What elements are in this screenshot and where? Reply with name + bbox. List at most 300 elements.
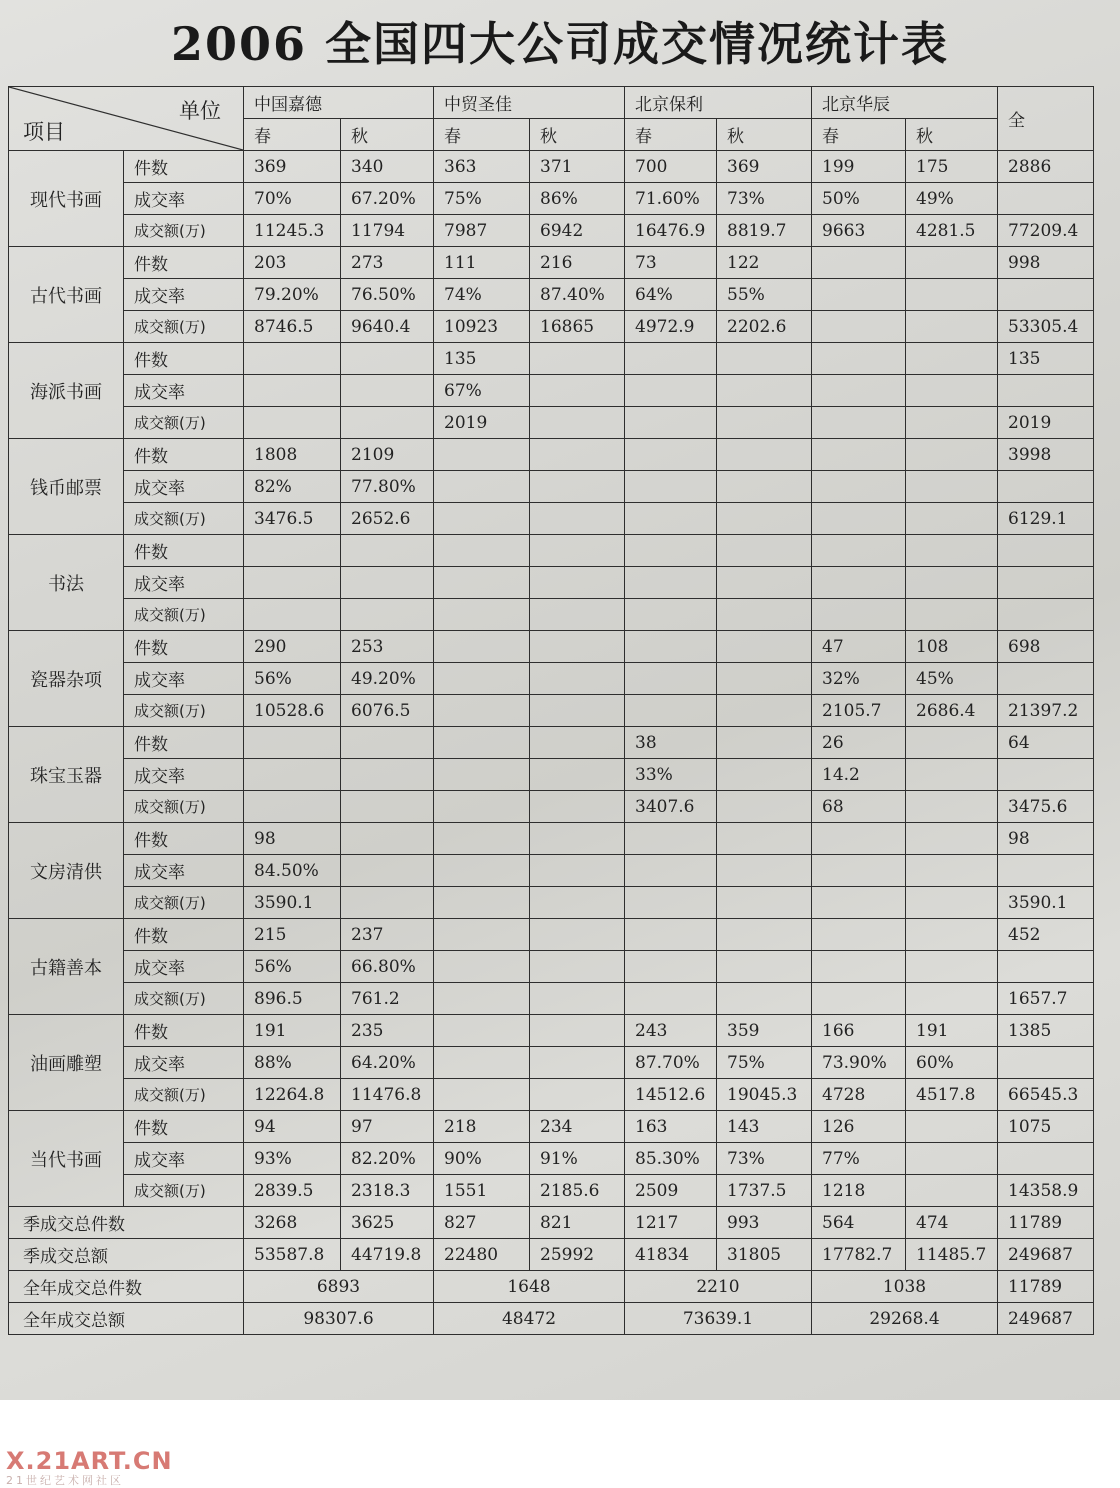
value-cell: 163 <box>625 1111 717 1143</box>
value-cell: 218 <box>434 1111 530 1143</box>
value-cell <box>812 471 906 503</box>
value-cell: 371 <box>530 151 625 183</box>
watermark <box>6 1448 206 1488</box>
year-total-label: 全年成交总件数 <box>9 1271 244 1303</box>
table-row <box>9 535 1094 567</box>
value-cell: 17782.7 <box>812 1239 906 1271</box>
value-cell: 82.20% <box>341 1143 434 1175</box>
metric-label: 成交率 <box>124 567 244 599</box>
value-cell <box>434 535 530 567</box>
table-row <box>9 343 1094 375</box>
value-cell: 49.20% <box>341 663 434 695</box>
value-cell: 75% <box>434 183 530 215</box>
category-label: 古籍善本 <box>9 919 124 1015</box>
value-cell <box>717 951 812 983</box>
company-year-total-cell: 48472 <box>434 1303 625 1335</box>
value-cell <box>434 631 530 663</box>
value-cell: 3625 <box>341 1207 434 1239</box>
value-cell <box>717 695 812 727</box>
table-row <box>9 151 1094 183</box>
value-cell <box>434 599 530 631</box>
value-cell <box>717 375 812 407</box>
value-cell <box>906 247 998 279</box>
value-cell <box>812 887 906 919</box>
total-cell: 66545.3 <box>998 1079 1094 1111</box>
value-cell: 85.30% <box>625 1143 717 1175</box>
value-cell <box>434 823 530 855</box>
total-cell: 11789 <box>998 1207 1094 1239</box>
metric-label: 件数 <box>124 727 244 759</box>
value-cell <box>244 759 341 791</box>
value-cell <box>434 1079 530 1111</box>
total-cell: 64 <box>998 727 1094 759</box>
metric-label: 成交额(万) <box>124 983 244 1015</box>
value-cell <box>906 1175 998 1207</box>
value-cell: 76.50% <box>341 279 434 311</box>
value-cell: 50% <box>812 183 906 215</box>
value-cell <box>906 567 998 599</box>
value-cell: 273 <box>341 247 434 279</box>
value-cell <box>625 503 717 535</box>
table-row <box>9 727 1094 759</box>
value-cell: 3590.1 <box>244 887 341 919</box>
value-cell: 821 <box>530 1207 625 1239</box>
total-cell: 249687 <box>998 1303 1094 1335</box>
metric-label: 成交额(万) <box>124 311 244 343</box>
value-cell: 203 <box>244 247 341 279</box>
total-cell: 698 <box>998 631 1094 663</box>
table-row <box>9 1111 1094 1143</box>
value-cell: 761.2 <box>341 983 434 1015</box>
metric-label: 成交率 <box>124 759 244 791</box>
value-cell: 253 <box>341 631 434 663</box>
value-cell <box>906 503 998 535</box>
total-cell <box>998 183 1094 215</box>
value-cell <box>812 535 906 567</box>
metric-label: 成交率 <box>124 471 244 503</box>
total-cell <box>998 855 1094 887</box>
value-cell <box>812 503 906 535</box>
value-cell <box>625 535 717 567</box>
company-year-total-cell: 2210 <box>625 1271 812 1303</box>
value-cell <box>812 439 906 471</box>
value-cell <box>906 407 998 439</box>
value-cell <box>625 631 717 663</box>
total-cell: 53305.4 <box>998 311 1094 343</box>
value-cell: 363 <box>434 151 530 183</box>
total-cell: 452 <box>998 919 1094 951</box>
metric-label: 件数 <box>124 247 244 279</box>
value-cell: 11245.3 <box>244 215 341 247</box>
value-cell: 33% <box>625 759 717 791</box>
value-cell <box>530 695 625 727</box>
total-cell: 14358.9 <box>998 1175 1094 1207</box>
value-cell <box>341 535 434 567</box>
header-row-companies <box>9 87 1094 119</box>
value-cell <box>530 375 625 407</box>
value-cell <box>717 631 812 663</box>
value-cell <box>530 855 625 887</box>
value-cell <box>812 407 906 439</box>
metric-label: 件数 <box>124 919 244 951</box>
value-cell: 77.80% <box>341 471 434 503</box>
value-cell: 4517.8 <box>906 1079 998 1111</box>
value-cell <box>906 951 998 983</box>
value-cell <box>906 855 998 887</box>
value-cell: 2109 <box>341 439 434 471</box>
value-cell: 82% <box>244 471 341 503</box>
value-cell <box>906 1143 998 1175</box>
value-cell: 71.60% <box>625 183 717 215</box>
value-cell: 11485.7 <box>906 1239 998 1271</box>
value-cell <box>906 343 998 375</box>
value-cell: 64.20% <box>341 1047 434 1079</box>
total-cell <box>998 471 1094 503</box>
value-cell: 474 <box>906 1207 998 1239</box>
table-row <box>9 887 1094 919</box>
value-cell: 6942 <box>530 215 625 247</box>
value-cell <box>906 791 998 823</box>
value-cell <box>434 663 530 695</box>
value-cell: 47 <box>812 631 906 663</box>
value-cell: 66.80% <box>341 951 434 983</box>
category-label: 古代书画 <box>9 247 124 343</box>
value-cell <box>906 535 998 567</box>
value-cell: 215 <box>244 919 341 951</box>
season-header: 秋 <box>341 119 434 151</box>
value-cell <box>530 567 625 599</box>
value-cell: 6076.5 <box>341 695 434 727</box>
metric-label: 件数 <box>124 1111 244 1143</box>
value-cell <box>341 727 434 759</box>
value-cell: 564 <box>812 1207 906 1239</box>
total-header: 全 <box>998 87 1094 151</box>
metric-label: 成交额(万) <box>124 215 244 247</box>
value-cell: 73 <box>625 247 717 279</box>
value-cell <box>906 375 998 407</box>
value-cell <box>906 279 998 311</box>
value-cell: 9640.4 <box>341 311 434 343</box>
value-cell: 2185.6 <box>530 1175 625 1207</box>
metric-label: 成交额(万) <box>124 695 244 727</box>
total-cell <box>998 375 1094 407</box>
value-cell: 88% <box>244 1047 341 1079</box>
value-cell <box>625 887 717 919</box>
value-cell <box>530 983 625 1015</box>
value-cell: 1808 <box>244 439 341 471</box>
value-cell: 122 <box>717 247 812 279</box>
value-cell <box>717 887 812 919</box>
value-cell: 235 <box>341 1015 434 1047</box>
table-row <box>9 247 1094 279</box>
value-cell: 4281.5 <box>906 215 998 247</box>
total-cell <box>998 567 1094 599</box>
metric-label: 成交率 <box>124 375 244 407</box>
value-cell <box>244 727 341 759</box>
table-row <box>9 855 1094 887</box>
value-cell <box>717 919 812 951</box>
company-year-total-cell: 73639.1 <box>625 1303 812 1335</box>
value-cell: 126 <box>812 1111 906 1143</box>
value-cell <box>434 791 530 823</box>
value-cell <box>434 983 530 1015</box>
value-cell <box>341 791 434 823</box>
value-cell: 11476.8 <box>341 1079 434 1111</box>
value-cell: 10923 <box>434 311 530 343</box>
company-year-total-cell: 29268.4 <box>812 1303 998 1335</box>
value-cell: 243 <box>625 1015 717 1047</box>
value-cell <box>434 439 530 471</box>
total-cell: 3475.6 <box>998 791 1094 823</box>
metric-label: 成交额(万) <box>124 407 244 439</box>
season-header: 春 <box>812 119 906 151</box>
metric-label: 件数 <box>124 535 244 567</box>
value-cell <box>906 1111 998 1143</box>
total-cell <box>998 663 1094 695</box>
company-year-total-cell: 6893 <box>244 1271 434 1303</box>
value-cell <box>717 471 812 503</box>
value-cell <box>244 343 341 375</box>
value-cell: 79.20% <box>244 279 341 311</box>
value-cell: 64% <box>625 279 717 311</box>
total-cell: 3998 <box>998 439 1094 471</box>
season-total-label: 季成交总额 <box>9 1239 244 1271</box>
value-cell: 8819.7 <box>717 215 812 247</box>
season-header: 春 <box>434 119 530 151</box>
value-cell <box>625 343 717 375</box>
total-cell: 1385 <box>998 1015 1094 1047</box>
value-cell: 73% <box>717 183 812 215</box>
total-cell: 98 <box>998 823 1094 855</box>
value-cell: 86% <box>530 183 625 215</box>
total-cell: 77209.4 <box>998 215 1094 247</box>
value-cell: 2202.6 <box>717 311 812 343</box>
value-cell <box>906 311 998 343</box>
value-cell: 14512.6 <box>625 1079 717 1111</box>
corner-header <box>9 87 244 151</box>
value-cell <box>341 599 434 631</box>
table-row <box>9 791 1094 823</box>
total-cell <box>998 279 1094 311</box>
table-row <box>9 631 1094 663</box>
value-cell <box>530 1079 625 1111</box>
metric-label: 成交额(万) <box>124 1079 244 1111</box>
value-cell: 340 <box>341 151 434 183</box>
value-cell: 84.50% <box>244 855 341 887</box>
value-cell: 143 <box>717 1111 812 1143</box>
table-row <box>9 1175 1094 1207</box>
company-year-total-cell: 98307.6 <box>244 1303 434 1335</box>
value-cell <box>717 535 812 567</box>
value-cell <box>341 407 434 439</box>
value-cell: 87.40% <box>530 279 625 311</box>
value-cell <box>530 919 625 951</box>
season-header: 春 <box>244 119 341 151</box>
value-cell: 60% <box>906 1047 998 1079</box>
value-cell <box>717 599 812 631</box>
value-cell <box>530 791 625 823</box>
value-cell <box>812 247 906 279</box>
total-cell: 21397.2 <box>998 695 1094 727</box>
value-cell <box>341 343 434 375</box>
value-cell: 993 <box>717 1207 812 1239</box>
value-cell: 93% <box>244 1143 341 1175</box>
value-cell: 68 <box>812 791 906 823</box>
value-cell <box>906 823 998 855</box>
value-cell <box>625 823 717 855</box>
value-cell: 31805 <box>717 1239 812 1271</box>
value-cell <box>625 983 717 1015</box>
metric-label: 成交率 <box>124 951 244 983</box>
category-label: 当代书画 <box>9 1111 124 1207</box>
value-cell: 41834 <box>625 1239 717 1271</box>
value-cell <box>906 919 998 951</box>
table-row <box>9 599 1094 631</box>
metric-label: 成交额(万) <box>124 791 244 823</box>
value-cell <box>530 407 625 439</box>
value-cell <box>530 663 625 695</box>
total-cell <box>998 535 1094 567</box>
value-cell <box>434 1047 530 1079</box>
value-cell: 67.20% <box>341 183 434 215</box>
value-cell: 199 <box>812 151 906 183</box>
value-cell: 56% <box>244 663 341 695</box>
total-cell: 135 <box>998 343 1094 375</box>
metric-label: 成交率 <box>124 855 244 887</box>
value-cell <box>434 695 530 727</box>
metric-label: 成交额(万) <box>124 503 244 535</box>
category-label: 现代书画 <box>9 151 124 247</box>
value-cell <box>717 823 812 855</box>
table-row <box>9 311 1094 343</box>
value-cell: 2839.5 <box>244 1175 341 1207</box>
value-cell: 97 <box>341 1111 434 1143</box>
table-row <box>9 823 1094 855</box>
season-header: 秋 <box>530 119 625 151</box>
total-cell: 2019 <box>998 407 1094 439</box>
value-cell: 12264.8 <box>244 1079 341 1111</box>
value-cell <box>717 439 812 471</box>
value-cell: 26 <box>812 727 906 759</box>
value-cell <box>530 471 625 503</box>
total-cell: 11789 <box>998 1271 1094 1303</box>
value-cell: 73.90% <box>812 1047 906 1079</box>
value-cell <box>906 727 998 759</box>
value-cell <box>717 343 812 375</box>
value-cell: 896.5 <box>244 983 341 1015</box>
value-cell <box>625 407 717 439</box>
value-cell <box>717 503 812 535</box>
value-cell: 98 <box>244 823 341 855</box>
table-row <box>9 759 1094 791</box>
value-cell <box>717 983 812 1015</box>
value-cell <box>906 439 998 471</box>
total-cell: 2886 <box>998 151 1094 183</box>
value-cell <box>812 983 906 1015</box>
table-row <box>9 1015 1094 1047</box>
value-cell <box>244 375 341 407</box>
value-cell <box>530 503 625 535</box>
value-cell <box>625 375 717 407</box>
value-cell: 4728 <box>812 1079 906 1111</box>
total-cell: 1075 <box>998 1111 1094 1143</box>
value-cell <box>530 343 625 375</box>
table-row <box>9 183 1094 215</box>
value-cell: 237 <box>341 919 434 951</box>
value-cell <box>625 855 717 887</box>
value-cell <box>244 791 341 823</box>
value-cell <box>812 951 906 983</box>
metric-label: 件数 <box>124 343 244 375</box>
total-cell <box>998 759 1094 791</box>
table-row <box>9 215 1094 247</box>
value-cell <box>717 407 812 439</box>
table-row <box>9 503 1094 535</box>
table-row <box>9 695 1094 727</box>
company-year-total-cell: 1648 <box>434 1271 625 1303</box>
total-cell: 6129.1 <box>998 503 1094 535</box>
value-cell: 191 <box>244 1015 341 1047</box>
value-cell <box>530 887 625 919</box>
value-cell <box>717 791 812 823</box>
value-cell <box>812 855 906 887</box>
total-cell <box>998 1143 1094 1175</box>
value-cell: 2019 <box>434 407 530 439</box>
value-cell: 19045.3 <box>717 1079 812 1111</box>
metric-label: 成交率 <box>124 183 244 215</box>
category-label: 文房清供 <box>9 823 124 919</box>
total-cell: 249687 <box>998 1239 1094 1271</box>
table-row <box>9 407 1094 439</box>
value-cell <box>717 663 812 695</box>
value-cell: 11794 <box>341 215 434 247</box>
value-cell <box>812 375 906 407</box>
value-cell: 290 <box>244 631 341 663</box>
value-cell <box>434 727 530 759</box>
value-cell: 14.2 <box>812 759 906 791</box>
value-cell: 2318.3 <box>341 1175 434 1207</box>
value-cell <box>812 343 906 375</box>
metric-label: 成交额(万) <box>124 1175 244 1207</box>
value-cell: 7987 <box>434 215 530 247</box>
value-cell: 216 <box>530 247 625 279</box>
value-cell: 90% <box>434 1143 530 1175</box>
metric-label: 成交率 <box>124 663 244 695</box>
value-cell: 3407.6 <box>625 791 717 823</box>
value-cell <box>906 983 998 1015</box>
watermark-logo: X.21ART.CN <box>6 1447 173 1475</box>
table-row <box>9 919 1094 951</box>
company-header-bjbl: 北京保利 <box>625 87 812 119</box>
value-cell: 70% <box>244 183 341 215</box>
table-row <box>9 279 1094 311</box>
value-cell: 2686.4 <box>906 695 998 727</box>
metric-label: 成交率 <box>124 1047 244 1079</box>
value-cell <box>906 599 998 631</box>
value-cell: 9663 <box>812 215 906 247</box>
value-cell <box>625 439 717 471</box>
value-cell <box>434 951 530 983</box>
year-total-row <box>9 1303 1094 1335</box>
value-cell <box>625 951 717 983</box>
value-cell: 2509 <box>625 1175 717 1207</box>
value-cell: 359 <box>717 1015 812 1047</box>
category-label: 油画雕塑 <box>9 1015 124 1111</box>
value-cell <box>530 439 625 471</box>
metric-label: 件数 <box>124 439 244 471</box>
value-cell <box>530 1047 625 1079</box>
value-cell <box>812 919 906 951</box>
